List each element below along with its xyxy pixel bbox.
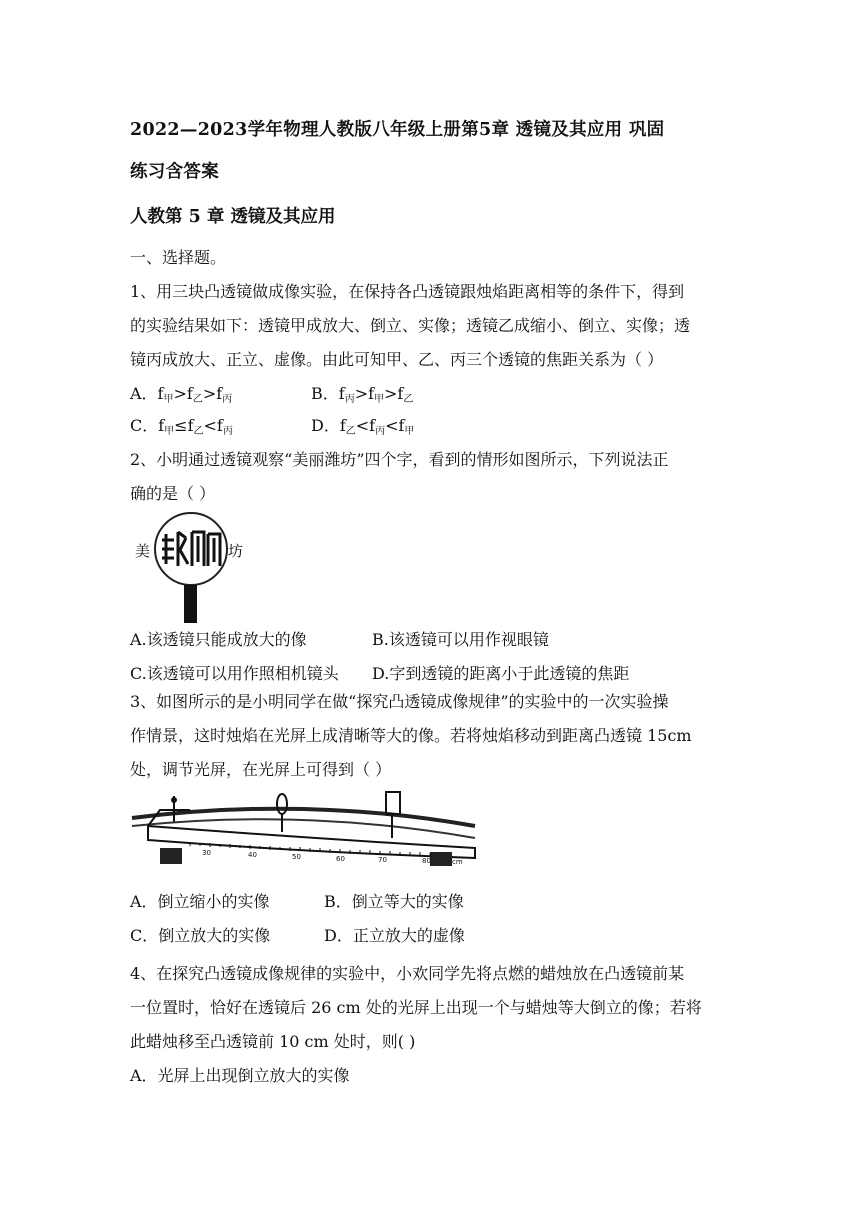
q3-stem-line: 3、如图所示的是小明同学在做“探究凸透镜成像规律”的实验中的一次实验操 bbox=[130, 692, 669, 711]
ruler-tick-label: 30 bbox=[202, 849, 211, 857]
ruler-tick-label: 70 bbox=[378, 856, 387, 864]
q4-option-a: A．光屏上出现倒立放大的实像 bbox=[130, 1066, 350, 1085]
q3-stem-line: 处，调节光屏，在光屏上可得到（ ） bbox=[130, 760, 392, 779]
q1-stem-line: 镜丙成放大、正立、虚像。由此可知甲、乙、丙三个透镜的焦距关系为（ ） bbox=[130, 350, 664, 369]
doc-title-line-2: 练习含答案 bbox=[130, 162, 219, 182]
q4-stem-line: 此蜡烛移至凸透镜前 10 cm 处时，则( ) bbox=[130, 1032, 416, 1051]
q3-option-c: C．倒立放大的实像 bbox=[130, 926, 271, 945]
q1-stem-line: 的实验结果如下：透镜甲成放大、倒立、实像；透镜乙成缩小、倒立、实像；透 bbox=[130, 316, 691, 335]
q3-stem-line: 作情景，这时烛焰在光屏上成清晰等大的像。若将烛焰移动到距离凸透镜 15cm bbox=[130, 726, 692, 745]
optical-bench-drawing bbox=[130, 786, 480, 868]
q4-stem-line: 一位置时，恰好在透镜后 26 cm 处的光屏上出现一个与蜡烛等大倒立的像；若将 bbox=[130, 998, 702, 1017]
q2-option-d: D.字到透镜的距离小于此透镜的焦距 bbox=[372, 664, 630, 683]
q1-stem-line: 1、用三块凸透镜做成像实验，在保持各凸透镜跟烛焰距离相等的条件下，得到 bbox=[130, 282, 685, 301]
figure-right-char: 坊 bbox=[228, 542, 244, 560]
section-heading: 一、选择题。 bbox=[130, 248, 227, 267]
q3-option-a: A．倒立缩小的实像 bbox=[130, 892, 270, 911]
ruler-tick-label: 40 bbox=[248, 851, 257, 859]
doc-subtitle: 人教第 5 章 透镜及其应用 bbox=[130, 207, 336, 227]
q2-option-c: C.该透镜可以用作照相机镜头 bbox=[130, 664, 339, 683]
q2-option-b: B.该透镜可以用作视眼镜 bbox=[372, 630, 549, 649]
q1-option-b: B．$f_丙>f_甲>f_乙$ bbox=[311, 384, 414, 405]
q2-stem-line: 2、小明通过透镜观察“美丽潍坊”四个字，看到的情形如图所示，下列说法正 bbox=[130, 450, 669, 469]
magnifier-drawing bbox=[134, 512, 254, 624]
doc-title-line-1: 2022—2023学年物理人教版八年级上册第5章 透镜及其应用 巩固 bbox=[130, 120, 665, 140]
ruler-unit-label: cm bbox=[452, 858, 463, 866]
q2-option-a: A.该透镜只能成放大的像 bbox=[130, 630, 307, 649]
q3-option-b: B．倒立等大的实像 bbox=[324, 892, 464, 911]
q4-stem-line: 4、在探究凸透镜成像规律的实验中，小欢同学先将点燃的蜡烛放在凸透镜前某 bbox=[130, 964, 685, 983]
q3-option-d: D．正立放大的虚像 bbox=[324, 926, 465, 945]
ruler-tick-label: 50 bbox=[292, 853, 301, 861]
q1-option-c: C．$f_甲\le f_乙<f_丙$ bbox=[130, 416, 233, 437]
figure-left-char: 美 bbox=[135, 542, 151, 560]
ruler-tick-label: 80 bbox=[422, 857, 431, 865]
optical-bench-figure bbox=[130, 786, 480, 868]
q1-option-a: A．$f_甲>f_乙>f_丙$ bbox=[130, 384, 233, 405]
ruler-tick-label: 60 bbox=[336, 855, 345, 863]
q1-option-d: D．$f_乙<f_丙<f_甲$ bbox=[311, 416, 415, 437]
magnifier-figure bbox=[134, 512, 254, 624]
q2-stem-line: 确的是（ ） bbox=[130, 484, 216, 503]
